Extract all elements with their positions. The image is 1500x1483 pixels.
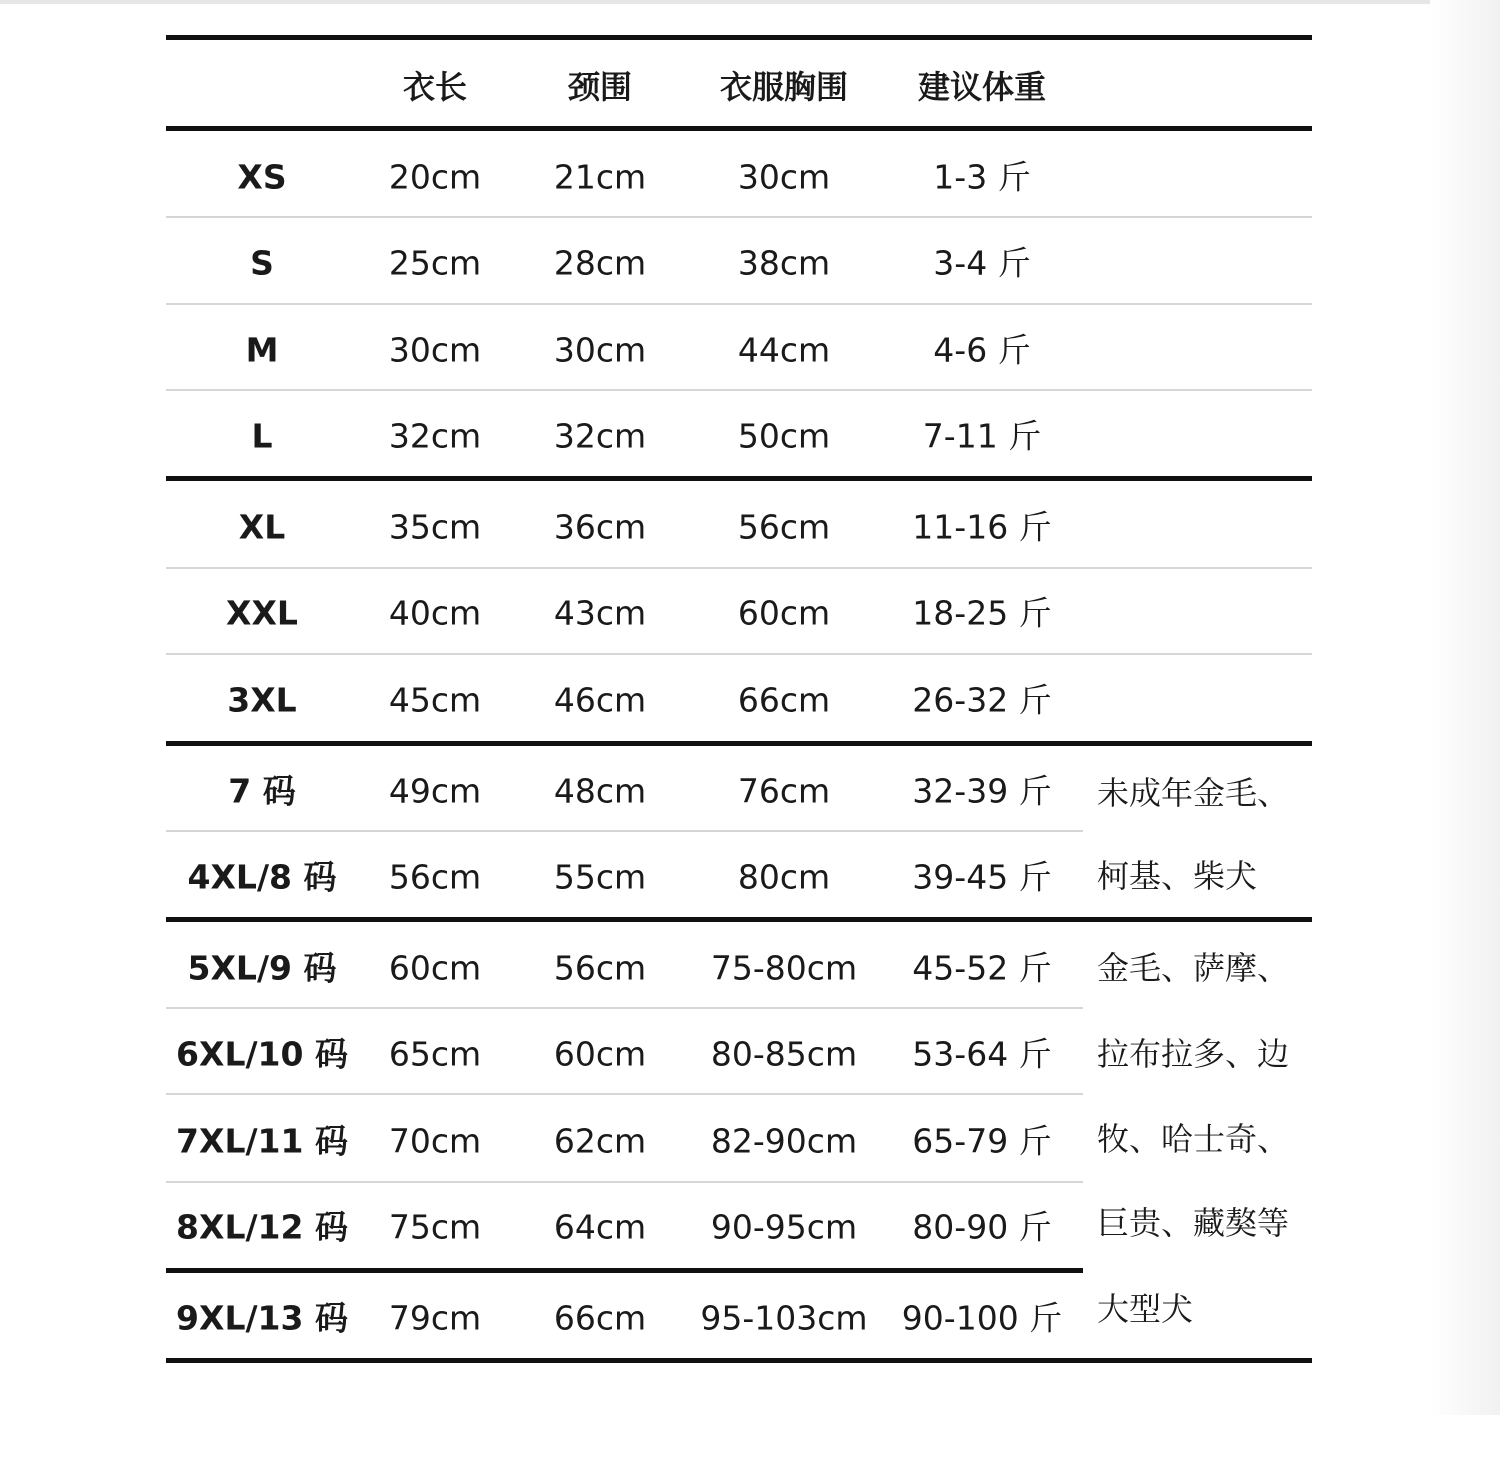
cell-weight: 80-90 斤 [912, 1207, 1052, 1247]
breed-note: 未成年金毛、 [1097, 774, 1290, 812]
cell-weight: 32-39 斤 [912, 771, 1052, 811]
cell-size: XXL [226, 593, 298, 633]
cell-size: 8XL/12 码 [176, 1207, 348, 1247]
table-rule [166, 35, 1312, 40]
cell-chest: 80cm [737, 857, 831, 897]
breed-note: 金毛、萨摩、 [1097, 949, 1290, 987]
row-divider [166, 1093, 1083, 1095]
cell-weight: 11-16 斤 [912, 507, 1052, 547]
cell-chest: 76cm [737, 771, 831, 811]
header-chest: 衣服胸围 [719, 68, 849, 106]
breed-note: 巨贵、藏獒等 [1097, 1204, 1290, 1242]
cell-length: 65cm [388, 1034, 482, 1074]
row-divider [166, 567, 1312, 569]
cell-size: XL [238, 507, 286, 547]
cell-length: 56cm [388, 857, 482, 897]
table-rule [166, 741, 1312, 746]
cell-size: 9XL/13 码 [176, 1298, 348, 1338]
cell-length: 25cm [388, 243, 482, 283]
cell-size: 5XL/9 码 [187, 948, 337, 988]
table-rule [166, 476, 1312, 481]
breed-note: 柯基、柴犬 [1097, 857, 1258, 895]
row-divider [166, 389, 1312, 391]
header-length: 衣长 [402, 68, 468, 106]
cell-length: 45cm [388, 680, 482, 720]
breed-note: 牧、哈士奇、 [1097, 1120, 1290, 1158]
table-rule [166, 1268, 1083, 1273]
cell-size: 4XL/8 码 [187, 857, 337, 897]
header-neck: 颈围 [567, 68, 633, 106]
cell-neck: 60cm [553, 1034, 647, 1074]
cell-weight: 65-79 斤 [912, 1121, 1052, 1161]
table-rule [166, 917, 1312, 922]
cell-weight: 4-6 斤 [933, 330, 1031, 370]
row-divider [166, 303, 1312, 305]
cell-length: 32cm [388, 416, 482, 456]
cell-chest: 30cm [737, 157, 831, 197]
cell-chest: 56cm [737, 507, 831, 547]
row-divider [166, 653, 1312, 655]
cell-weight: 90-100 斤 [901, 1298, 1063, 1338]
cell-size: M [245, 330, 279, 370]
cell-chest: 82-90cm [710, 1121, 858, 1161]
cell-neck: 32cm [553, 416, 647, 456]
cell-length: 35cm [388, 507, 482, 547]
cell-length: 79cm [388, 1298, 482, 1338]
cell-neck: 48cm [553, 771, 647, 811]
cell-chest: 66cm [737, 680, 831, 720]
cell-weight: 45-52 斤 [912, 948, 1052, 988]
cell-neck: 62cm [553, 1121, 647, 1161]
row-divider [166, 216, 1312, 218]
cell-size: 3XL [227, 680, 297, 720]
table-rule [166, 1358, 1312, 1363]
breed-note: 大型犬 [1097, 1290, 1194, 1328]
cell-size: S [250, 243, 274, 283]
cell-neck: 55cm [553, 857, 647, 897]
cell-length: 30cm [388, 330, 482, 370]
cell-size: 7 码 [228, 771, 296, 811]
cell-weight: 3-4 斤 [933, 243, 1031, 283]
cell-neck: 21cm [553, 157, 647, 197]
cell-weight: 39-45 斤 [912, 857, 1052, 897]
cell-neck: 30cm [553, 330, 647, 370]
cell-weight: 7-11 斤 [922, 416, 1042, 456]
cell-weight: 1-3 斤 [933, 157, 1031, 197]
cell-weight: 53-64 斤 [912, 1034, 1052, 1074]
cell-chest: 90-95cm [710, 1207, 858, 1247]
cell-chest: 95-103cm [700, 1298, 868, 1338]
cell-length: 20cm [388, 157, 482, 197]
cell-length: 75cm [388, 1207, 482, 1247]
cell-length: 60cm [388, 948, 482, 988]
cell-neck: 64cm [553, 1207, 647, 1247]
row-divider [166, 1181, 1083, 1183]
cell-neck: 36cm [553, 507, 647, 547]
row-divider [166, 1007, 1083, 1009]
cell-length: 40cm [388, 593, 482, 633]
cell-neck: 43cm [553, 593, 647, 633]
cell-chest: 38cm [737, 243, 831, 283]
cell-neck: 28cm [553, 243, 647, 283]
cell-size: 7XL/11 码 [176, 1121, 348, 1161]
row-divider [166, 830, 1083, 832]
cell-chest: 60cm [737, 593, 831, 633]
cell-length: 70cm [388, 1121, 482, 1161]
cell-neck: 46cm [553, 680, 647, 720]
cell-chest: 75-80cm [710, 948, 858, 988]
cell-chest: 44cm [737, 330, 831, 370]
cell-length: 49cm [388, 771, 482, 811]
breed-note: 拉布拉多、边 [1097, 1035, 1290, 1073]
cell-chest: 80-85cm [710, 1034, 858, 1074]
cell-chest: 50cm [737, 416, 831, 456]
cell-weight: 26-32 斤 [912, 680, 1052, 720]
cell-neck: 66cm [553, 1298, 647, 1338]
cell-size: XS [237, 157, 287, 197]
cell-weight: 18-25 斤 [912, 593, 1052, 633]
cell-neck: 56cm [553, 948, 647, 988]
cell-size: 6XL/10 码 [176, 1034, 348, 1074]
table-rule [166, 126, 1312, 131]
cell-size: L [251, 416, 273, 456]
header-weight: 建议体重 [917, 68, 1047, 106]
